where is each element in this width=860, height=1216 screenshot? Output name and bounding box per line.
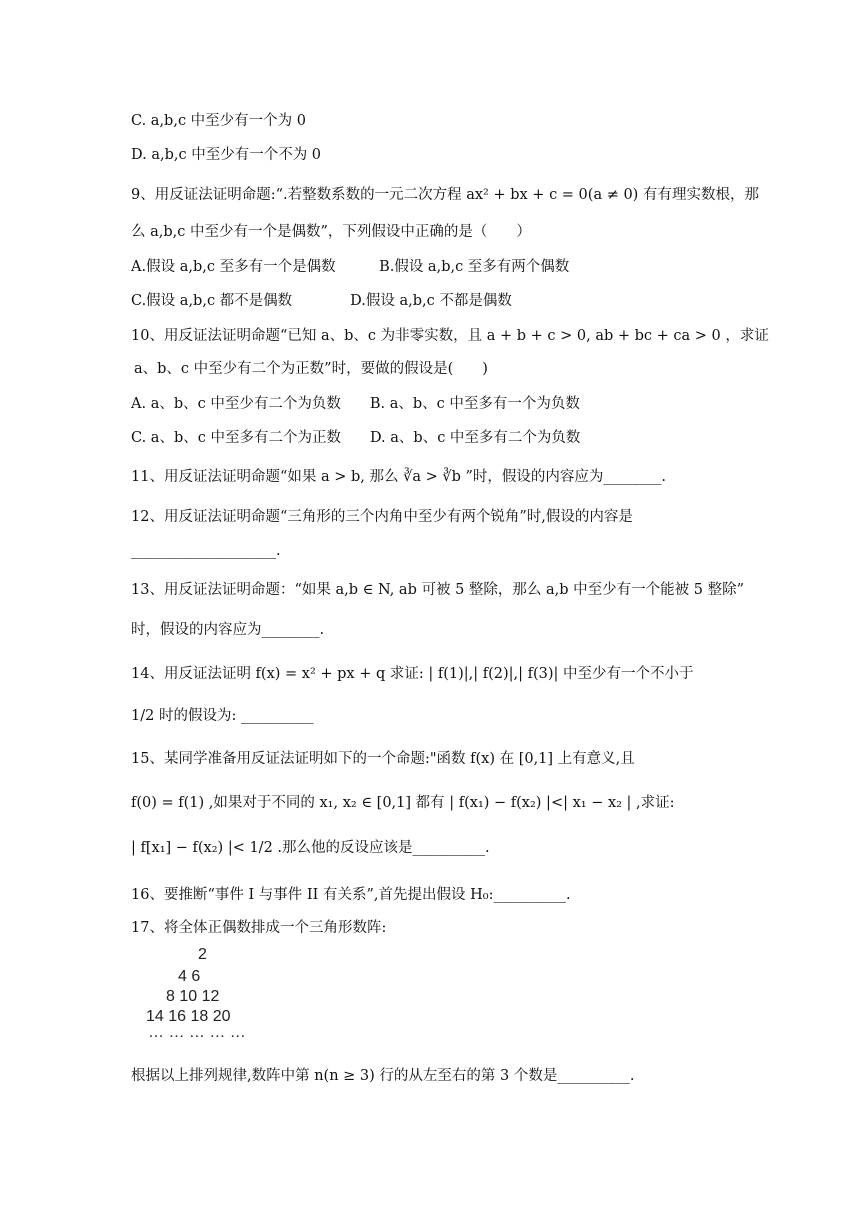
option-c-line: C. a,b,c 中至少有一个为 0 — [131, 113, 307, 129]
question-9-options-cd: C.假设 a,b,c 都不是偶数 D.假设 a,b,c 不都是偶数 — [131, 293, 512, 309]
question-10-options-ab: A. a、b、c 中至少有二个为负数 B. a、b、c 中至多有一个为负数 — [131, 396, 580, 412]
question-17-intro: 17、将全体正偶数排成一个三角形数阵: — [131, 920, 387, 936]
question-12-line-1: 12、用反证法证明命题“三角形的三个内角中至少有两个锐角”时,假设的内容是 — [131, 509, 633, 525]
option-d-line: D. a,b,c 中至少有一个不为 0 — [131, 147, 322, 163]
question-9-line-1: 9、用反证法证明命题:“.若整数系数的一元二次方程 ax² + bx + c = 0(a ≠ 0) 有有理实数根，那 — [131, 187, 759, 203]
question-14-line-2: 1/2 时的假设为: __________ — [131, 708, 314, 724]
question-11: 11、用反证法证明命题“如果 a > b, 那么 ∛a > ∛b ”时，假设的内容应为________. — [131, 469, 666, 485]
question-17-question: 根据以上排列规律,数阵中第 n(n ≥ 3) 行的从左至右的第 3 个数是__________. — [131, 1068, 635, 1084]
question-12-answer-blank: ____________________. — [131, 543, 281, 559]
question-9-line-2: 么 a,b,c 中至少有一个是偶数”，下列假设中正确的是（ ） — [131, 224, 531, 240]
triangle-row-2: 4 6 — [178, 968, 201, 985]
question-15-line-2: f(0) = f(1) ,如果对于不同的 x₁, x₂ ∈ [0,1] 都有 | f(x₁) − f(x₂) |<| x₁ − x₂ | ,求证: — [131, 795, 675, 811]
question-10-line-2: a、b、c 中至少有二个为正数”时，要做的假设是( ) — [134, 361, 488, 377]
triangle-row-4: 14 16 18 20 — [146, 1008, 231, 1025]
question-15-line-1: 15、某同学准备用反证法证明如下的一个命题:"函数 f(x) 在 [0,1] 上有意义,且 — [131, 751, 635, 767]
triangle-row-1: 2 — [198, 946, 207, 963]
question-16: 16、要推断“事件 I 与事件 II 有关系”,首先提出假设 H₀:__________. — [131, 887, 571, 903]
triangle-row-5: … … … … … — [148, 1024, 246, 1041]
question-14-line-1: 14、用反证法证明 f(x) = x² + px + q 求证: | f(1)|,| f(2)|,| f(3)| 中至少有一个不小于 — [131, 666, 694, 682]
question-10-options-cd: C. a、b、c 中至多有二个为正数 D. a、b、c 中至多有二个为负数 — [131, 430, 581, 446]
question-15-line-3: | f[x₁] − f(x₂) |< 1/2 .那么他的反设应该是__________. — [131, 840, 490, 856]
triangle-row-3: 8 10 12 — [166, 988, 220, 1005]
question-9-options-ab: A.假设 a,b,c 至多有一个是偶数 B.假设 a,b,c 至多有两个偶数 — [131, 259, 570, 275]
question-13-line-2: 时，假设的内容应为________. — [131, 622, 325, 638]
question-13-line-1: 13、用反证法证明命题：“如果 a,b ∈ N, ab 可被 5 整除，那么 a,b 中至少有一个能被 5 整除” — [131, 582, 745, 598]
question-10-line-1: 10、用反证法证明命题“已知 a、b、c 为非零实数，且 a + b + c > 0, ab + bc + ca > 0 ，求证 — [131, 328, 769, 344]
